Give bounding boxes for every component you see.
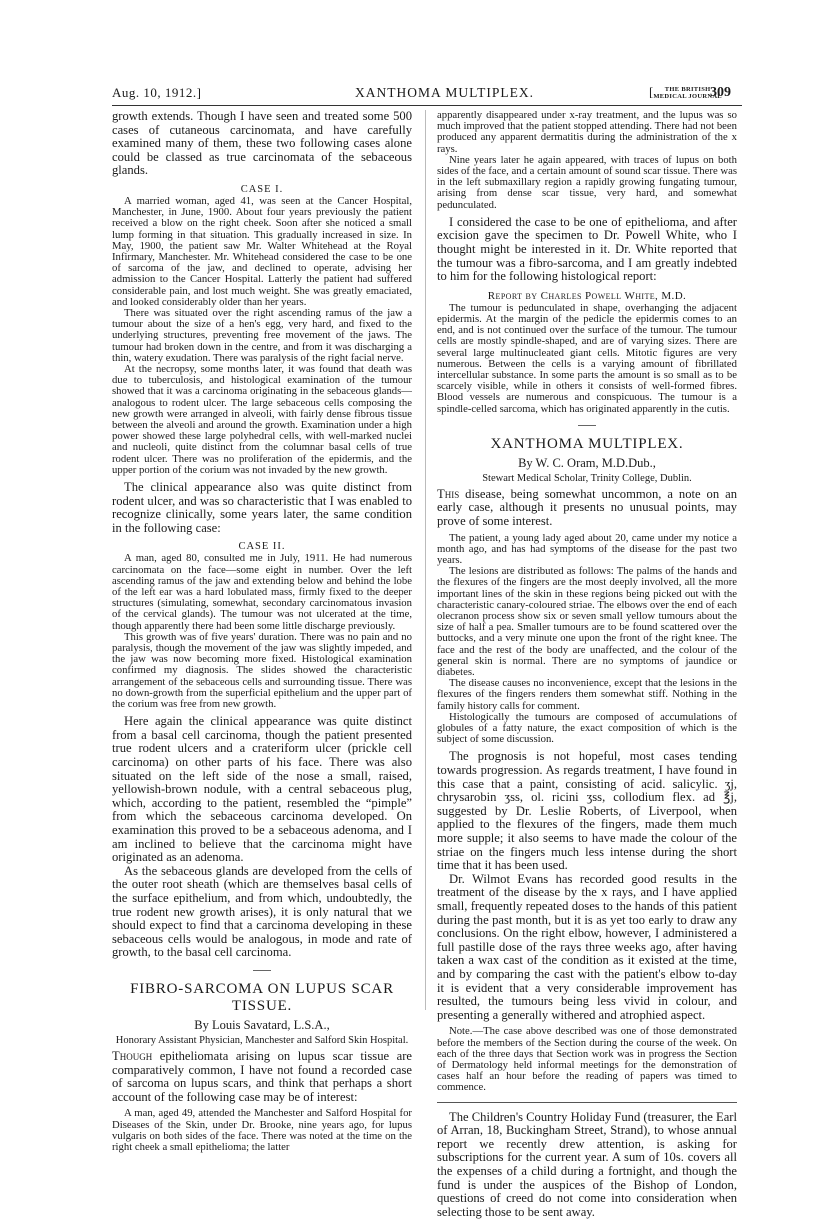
paragraph: I considered the case to be one of epithelioma, and after excision gave the specimen to Dr. Powell White, who I thought might be interested in it. Dr. White reported that the tumour was a fibro-sarcoma, and I am greatly indebted to him for the following histological report:: [437, 214, 737, 284]
case-heading: CASE I.: [240, 183, 284, 195]
section-rule: [437, 1102, 737, 1103]
report-heading: Report by Charles Powell White, M.D.: [487, 289, 687, 302]
paragraph: [112, 1050, 412, 1104]
paragraph: [437, 488, 737, 529]
header-rule: [112, 105, 742, 106]
paragraph-text: epitheliomata arising on lupus scar tissue are comparatively common, I have not found a recorded case of sarcoma on lupus scars, and think that perhaps a short account of the following case may be of interest:: [112, 1048, 412, 1104]
case-heading: CASE II.: [238, 541, 286, 553]
journal-line-2: MEDICAL JOURNAL: [653, 93, 722, 101]
paragraph: Dr. Wilmot Evans has recorded good results in the treatment of the disease by the x rays, and I have applied small, frequently repeated doses to the hands of this patient during the past month, but it is as yet too early to draw any conclusions. On the right elbow, however, I administered a full pastille dose of the rays three weeks ago, after having taken a wax cast of the condition as it existed at the time, and by comparing the cast with the patient's elbow to-day it is evident that a very considerable improvement has resulted, the tumours being less vivid in colour, and presenting a generally withered and atrophied aspect.: [437, 871, 737, 1022]
paragraph: A man, aged 49, attended the Manchester and Salford Hospital for Diseases of the Skin, under Dr. Brooke, nine years ago, for lupus vulgaris on both sides of the face. There was noted at the time on the right cheek a small epithelioma; the latter: [112, 1107, 412, 1153]
section-dash: [578, 425, 596, 426]
article-title: XANTHOMA MULTIPLEX.: [490, 435, 684, 452]
left-column: [112, 110, 412, 1153]
paragraph-text: disease, being somewhat uncommon, a note on an early case, although it presents no unusual points, may prove of some interest.: [437, 486, 737, 529]
journal-line-1: THE BRITISH: [664, 86, 711, 94]
paragraph: A married woman, aged 41, was seen at the Cancer Hospital, Manchester, in June, 1900. About four years previously the patient received a blow on the right cheek. Soon after she noticed a small lump forming in that situation. This gradually increased in size. In May, 1900, the patient saw Mr. Walter Whitehead at the Royal Infirmary, Manchester. Mr. Whitehead considered the case to be one of sarcoma of the jaw, and declined to operate, advising her admission to the Cancer Hospital. Latterly the patient had suffered considerable pain, and lost much weight. She was greatly emaciated, and looked considerably older than her years.: [112, 194, 412, 308]
column-divider: [425, 110, 426, 1010]
section-dash: [253, 970, 271, 971]
paragraph: The clinical appearance also was quite distinct from rodent ulcer, and was so characteristic that I was enabled to recognize clinically, some years later, the same condition in the following case:: [112, 480, 412, 535]
paragraph: The tumour is pedunculated in shape, overhanging the adjacent epidermis. At the margin of the pedicle the epidermis comes to an end, and is not continued over the surface of the tumour. The tumour cells are mostly spindle-shaped, and are of varying sizes. There are several large multinucleated giant cells. Mitotic figures are very numerous. Between the cells is a varying amount of fibrillated intercellular substance. In some parts the amount is so small as to be scarcely visible, while in others it consists of well-formed fibres. Blood vessels are numerous and conspicuous. The tumour is a spindle-celled sarcoma, which has originated apparently in the cutis.: [437, 301, 737, 415]
paragraph: The Children's Country Holiday Fund (treasurer, the Earl of Arran, 18, Buckingham Street, Strand), to whose annual report we recently drew attention, is asking for subscriptions for the current year. A sum of 10s. covers all the expenses of a child during a fortnight, and though the fund is under the auspices of the Bishop of London, questions of creed do not come into consideration when selecting those to be sent away.: [437, 1109, 737, 1219]
paragraph: Here again the clinical appearance was quite distinct from a basal cell carcinoma, though the patient presented true rodent ulcers and a crateriform ulcer (prickle cell carcinoma) on other parts of his face. There was also situated on the left side of the nose a small, raised, yellowish-brown nodule, with a central sebaceous plug, which, according to the patient, resembled the “pimple” from which the sebaceous carcinoma developed. On examination this proved to be a sebaceous adenoma, and I am inclined to believe that the carcinoma might have originated as an adenoma.: [112, 714, 412, 865]
right-column: [437, 110, 737, 1219]
paragraph: The disease causes no inconvenience, except that the lesions in the flexures of the fingers renders them somewhat stiff. Nothing in the family history calls for comment.: [437, 677, 737, 712]
lead-word: This: [437, 486, 460, 501]
paragraph: As the sebaceous glands are developed from the cells of the outer root sheath (which are themselves basal cells of the surface epithelium, and from which, undoubtedly, the true rodent new growth arises), it is only natural that we should expect to find that a carcinoma developing in these sebaceous cells would be analogous, in mode and rate of growth, to the basal cell carcinoma.: [112, 863, 412, 960]
paragraph: growth extends. Though I have seen and treated some 500 cases of cutaneous carcinomata, and have carefully examined many of them, these two following cases alone could be classed as true carcinomata of the sebaceous glands.: [112, 109, 412, 178]
paragraph: There was situated over the right ascending ramus of the jaw a tumour about the size of a hen's egg, very hard, and fixed to the underlying structures, preventing free movement of the jaws. The tumour had broken down in the centre, and from it was discharging a thin, watery exudation. There was paralysis of the right facial nerve.: [112, 307, 412, 364]
paragraph: The lesions are distributed as follows: The palms of the hands and the flexures of the fingers are the most deeply involved, all the more important lines of the skin in these regions being picked out with the characteristic canary-coloured striae. The elbows over the end of each olecranon process show six or seven small yellow tumours about the size of half a pea. Smaller tumours are to be found scattered over the buttocks, and a very minute one upon the front of the right knee. The face and the rest of the body are unaffected, and the colour of the general skin is normal. There are no symptoms of jaundice or diabetes.: [437, 565, 737, 679]
issue-date: Aug. 10, 1912.]: [112, 85, 202, 100]
author-affiliation: Honorary Assistant Physician, Manchester and Salford Skin Hospital.: [115, 1034, 409, 1046]
paragraph: The prognosis is not hopeful, most cases tending towards progression. As regards treatment, I have found in this case that a paint, consisting of acid. salicylic. ʒj, chrysarobin ʒss, ol. ricini ʒss, collodium flex. ad ℥j, suggested by Dr. Leslie Roberts, of Liverpool, when applied to the flexures of the fingers, made them much more supple; it also seems to have made the colour of the striae on the fingers much less intense during the short time that it has been used.: [437, 749, 737, 873]
paragraph: A man, aged 80, consulted me in July, 1911. He had numerous carcinomata on the face—some eight in number. Over the left ascending ramus of the jaw and extending below and behind the lobe of the left ear was a hard lobulated mass, firmly fixed to the deeper structures (simulating, somewhat, secondary carcinomatous invasion of the cervical glands). The tumour was not ulcerated at the time, though apparently there had been some little discharge previously.: [112, 552, 412, 632]
byline: By Louis Savatard, L.S.A.,: [194, 1017, 330, 1032]
paragraph: The patient, a young lady aged about 20, came under my notice a month ago, and has had symptoms of the disease for the past two years.: [437, 531, 737, 567]
paragraph: This growth was of five years' duration. There was no pain and no paralysis, though the movement of the jaw was slightly impeded, and the jaw was now becoming more fixed. Histological examination confirmed my diagnosis. The slides showed the characteristic arrangement of the sebaceous cells and surrounding tissue. There was no down-growth from the superficial epithelium and the upper part of the corium was free from new growth.: [112, 630, 412, 711]
paragraph: apparently disappeared under x-ray treatment, and the lupus was so much improved that the patient stopped attending. There had not been produced any apparent dermatitis during the administration of the x rays.: [437, 109, 737, 155]
byline: By W. C. Oram, M.D.Dub.,: [518, 455, 656, 470]
journal-mark: [ THE BRITISH MEDICAL JOURNAL: [649, 84, 722, 101]
paragraph: At the necropsy, some months later, it was found that death was due to tuberculosis, and histological examination of the tumour showed that it was a carcinoma originating in the sebaceous glands—analogous to rodent ulcer. The large sebaceous cells composing the new growth were arranged in alveoli, with fairly dense fibrous tissue between the alveoli and around the growth. Examination under a high power showed these large polyhedral cells, with well-marked nuclei and nucleoli, quite distinct from the columnar basal cells of true rodent ulcer. There was no proliferation of the epidermis, and the upper portion of the corium was not invaded by the new growth.: [112, 363, 412, 476]
paragraph: Nine years later he again appeared, with traces of lupus on both sides of the face, and a certain amount of sound scar tissue. There was in the left submaxillary region a rapidly growing fungating tumour, arising from dense scar tissue, very hard, and somewhat pedunculated.: [437, 153, 737, 211]
running-title: XANTHOMA MULTIPLEX.: [355, 85, 535, 100]
paragraph: Histologically the tumours are composed of accumulations of globules of a fatty nature, the exact composition of which is the subject of some discussion.: [437, 710, 737, 746]
page-number: 309: [710, 85, 731, 100]
note-paragraph: Note.—The case above described was one of those demonstrated before the members of the Section during the course of the week. On each of the three days that Section work was in progress the Section of Dermatology held informal meetings for the demonstration of cases half an hour before the reading of papers was timed to commence.: [437, 1025, 737, 1094]
article-title: FIBRO-SARCOMA ON LUPUS SCAR TISSUE.: [130, 980, 394, 1014]
author-affiliation: Stewart Medical Scholar, Trinity College, Dublin.: [482, 472, 692, 484]
lead-word: Though: [112, 1048, 153, 1063]
running-head: [112, 83, 742, 105]
